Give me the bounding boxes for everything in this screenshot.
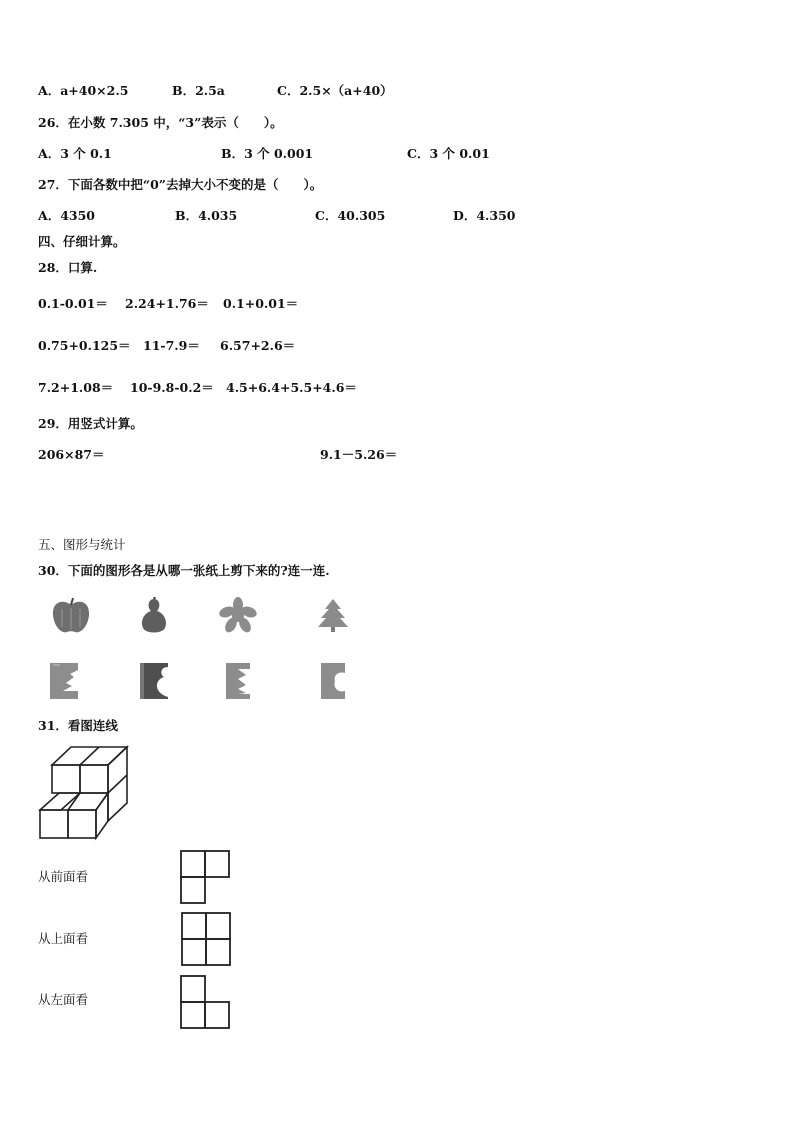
- view-top-label: 从上面看: [38, 931, 89, 946]
- view-shape-2[interactable]: [180, 911, 232, 967]
- gourd-icon[interactable]: [138, 597, 170, 635]
- q29-item-1: 206×87＝: [38, 447, 105, 462]
- q29-question: 29．用竖式计算。: [38, 416, 143, 431]
- q25-option-c[interactable]: C．2.5×（a+40）: [277, 83, 393, 98]
- q28-r3c3: 4.5+6.4+5.5+4.6＝: [226, 380, 357, 395]
- q28-r2c3: 6.57+2.6＝: [220, 338, 296, 353]
- q28-r1c2: 2.24+1.76＝: [125, 296, 209, 311]
- q27-option-a[interactable]: A．4350: [38, 208, 95, 223]
- q28-r2c1: 0.75+0.125＝: [38, 338, 131, 353]
- q25-option-a[interactable]: A．a+40×2.5: [38, 83, 129, 98]
- q26-option-b[interactable]: B．3 个 0.001: [221, 146, 314, 161]
- apple-icon[interactable]: [50, 597, 92, 635]
- view-left-label: 从左面看: [38, 992, 89, 1007]
- paper-cut-zigzag-half[interactable]: [224, 661, 254, 701]
- q27-option-b[interactable]: B．4.035: [175, 208, 238, 223]
- q25-option-b[interactable]: B．2.5a: [172, 83, 225, 98]
- q27-option-c[interactable]: C．40.305: [315, 208, 386, 223]
- q28-r3c1: 7.2+1.08＝: [38, 380, 114, 395]
- paper-cut-gourd-half[interactable]: [138, 661, 170, 701]
- q27-question: 27．下面各数中把“0”去掉大小不变的是（ ）。: [38, 177, 323, 192]
- section4-title: 四、仔细计算。: [38, 234, 126, 249]
- view-front-label: 从前面看: [38, 869, 89, 884]
- flower-icon[interactable]: [219, 597, 257, 633]
- view-shape-3[interactable]: [179, 974, 231, 1030]
- q31-question: 31．看图连线: [38, 718, 118, 733]
- q27-option-d[interactable]: D．4.350: [453, 208, 516, 223]
- q26-option-c[interactable]: C．3 个 0.01: [407, 146, 490, 161]
- tree-icon[interactable]: [316, 597, 350, 633]
- view-shape-1[interactable]: [179, 849, 231, 905]
- section5-title: 五、图形与统计: [38, 537, 126, 552]
- q28-r3c2: 10-9.8-0.2＝: [130, 380, 214, 395]
- q28-r1c1: 0.1-0.01＝: [38, 296, 108, 311]
- paper-cut-apple-half[interactable]: [319, 661, 349, 701]
- paper-cut-tree-half[interactable]: [48, 661, 80, 701]
- q29-item-2: 9.1－5.26＝: [320, 447, 398, 462]
- q26-question: 26．在小数 7.305 中，“3”表示（ ）。: [38, 115, 283, 130]
- q28-question: 28．口算.: [38, 260, 98, 275]
- q30-question: 30．下面的图形各是从哪一张纸上剪下来的?连一连.: [38, 563, 330, 578]
- q28-r2c2: 11-7.9＝: [143, 338, 200, 353]
- q28-r1c3: 0.1+0.01＝: [223, 296, 299, 311]
- cube-stack-figure: [38, 745, 130, 841]
- q26-option-a[interactable]: A．3 个 0.1: [38, 146, 112, 161]
